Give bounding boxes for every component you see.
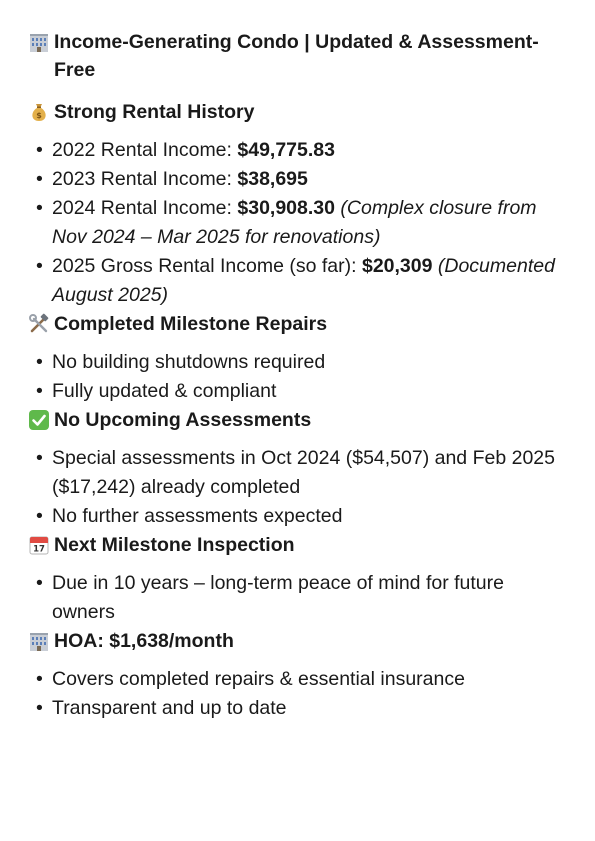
rental-history-list [28,136,571,310]
list-item [28,348,571,377]
item-value: $30,908.30 [237,197,335,219]
item-value: $38,695 [237,168,308,190]
bullet: • [36,139,43,161]
item-value: $20,309 [361,255,433,277]
list-item [28,194,571,252]
money-bag-icon [28,101,50,123]
bullet: • [36,168,43,190]
hammer-and-wrench-icon [28,313,50,335]
bullet: • [36,697,43,719]
assessments-list [28,444,571,531]
calendar-day-text: 17 [33,544,45,555]
list-item [28,444,571,502]
section-heading-no-assessments [28,406,571,434]
item-value: $49,775.83 [237,139,335,161]
section-heading-rental-history [28,98,571,126]
list-item [28,252,571,310]
section-heading-text: Strong Rental History [54,101,255,123]
item-text: Special assessments in Oct 2024 ($54,507) and Feb 2025 ($17,242) already completed [52,447,555,498]
bullet: • [36,380,43,402]
item-text: Transparent and up to date [52,697,287,719]
item-label: 2025 Gross Rental Income (so far): [52,255,362,277]
svg-text:$: $ [36,111,42,120]
item-text: Covers completed repairs & essential insurance [52,668,465,690]
bullet: • [36,505,43,527]
list-item [28,377,571,406]
item-text: Fully updated & compliant [52,380,277,402]
item-label: 2022 Rental Income: [52,139,238,161]
list-item [28,569,571,627]
section-heading-text: HOA: $1,638/month [54,630,234,652]
bullet: • [36,668,43,690]
office-building-icon [28,31,50,53]
milestone-repairs-list [28,348,571,406]
item-text: No further assessments expected [52,505,343,527]
item-text: Due in 10 years – long-term peace of mind for future owners [52,572,504,623]
hoa-list [28,665,571,723]
bullet: • [36,447,43,469]
item-label: 2024 Rental Income: [52,197,238,219]
document-title [28,28,571,84]
list-item [28,502,571,531]
list-item [28,694,571,723]
section-heading-text: No Upcoming Assessments [54,409,312,431]
section-heading-text: Completed Milestone Repairs [54,313,328,335]
office-building-icon [28,630,50,652]
list-item [28,165,571,194]
section-heading-text: Next Milestone Inspection [54,534,295,556]
list-item [28,136,571,165]
item-label: 2023 Rental Income: [52,168,238,190]
section-heading-hoa [28,627,571,655]
bullet: • [36,197,43,219]
section-heading-next-inspection [28,531,571,559]
bullet: • [36,351,43,373]
item-note: (Complex closure from Nov 2024 – Mar 2025 for renovations) [52,197,537,248]
item-note: (Documented August 2025) [52,255,555,306]
document-title-text: Income-Generating Condo | Updated & Assessment-Free [54,31,539,81]
list-item [28,665,571,694]
check-mark-icon [28,409,50,431]
calendar-icon [28,534,50,556]
bullet: • [36,572,43,594]
inspection-list [28,569,571,627]
item-text: No building shutdowns required [52,351,326,373]
bullet: • [36,255,43,277]
section-heading-milestone-repairs [28,310,571,338]
